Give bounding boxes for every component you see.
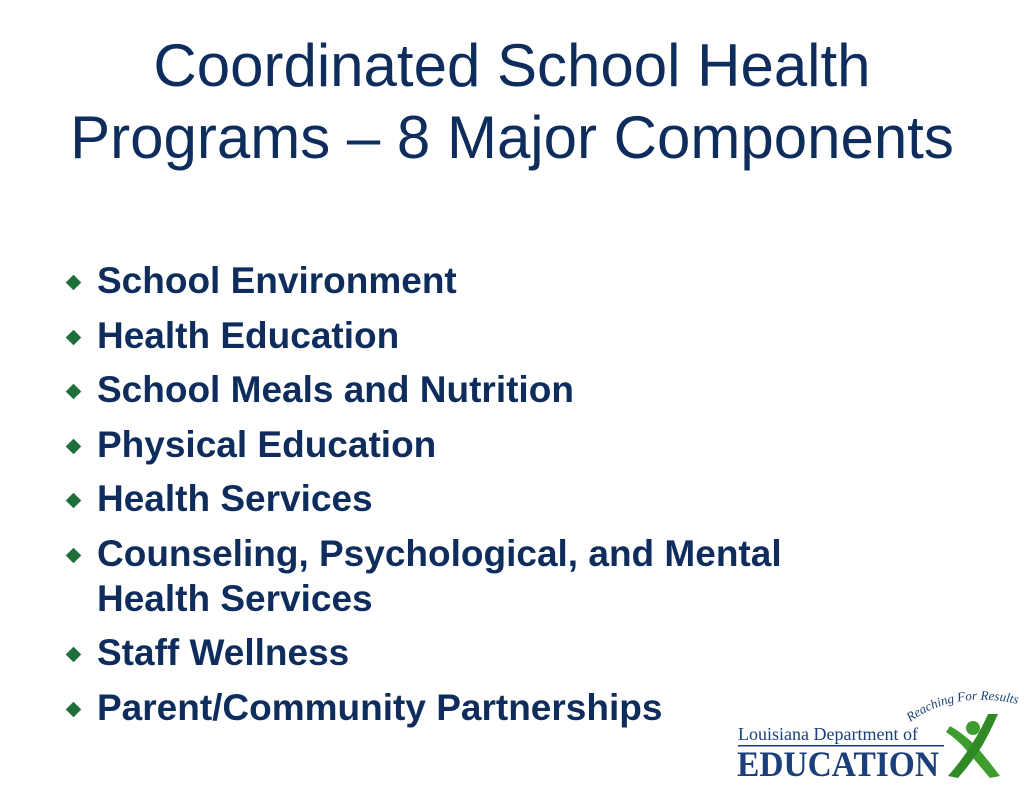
diamond-bullet-icon xyxy=(66,329,82,345)
diamond-bullet-icon xyxy=(66,275,82,291)
slide-title-line-2: Programs – 8 Major Components xyxy=(70,104,954,171)
list-item-text: Health Services xyxy=(97,478,373,519)
list-item xyxy=(64,313,894,358)
list-item-text: Health Education xyxy=(97,314,400,356)
component-list xyxy=(64,258,894,739)
list-item-text: School Meals and Nutrition xyxy=(97,369,574,410)
list-item xyxy=(64,476,894,521)
diamond-bullet-icon xyxy=(66,493,82,509)
diamond-bullet-icon xyxy=(66,438,82,454)
list-item-text: Physical Education xyxy=(97,423,437,465)
diamond-bullet-icon xyxy=(66,384,82,400)
logo-org-line-2: EDUCATION xyxy=(737,744,939,784)
list-item-text: Staff Wellness xyxy=(97,632,350,673)
list-item-text: Counseling, Psychological, and Mental Health Services xyxy=(97,532,782,619)
list-item-text: School Environment xyxy=(97,260,457,301)
diamond-bullet-icon xyxy=(66,647,82,663)
list-item xyxy=(64,630,894,675)
slide-title xyxy=(0,30,1024,174)
diamond-bullet-icon xyxy=(66,701,82,717)
diamond-bullet-icon xyxy=(66,547,82,563)
list-item xyxy=(64,258,894,303)
list-item-text: Parent/Community Partnerships xyxy=(97,686,663,728)
logo-tagline: Reaching For Results xyxy=(903,688,1021,725)
list-item xyxy=(64,422,894,467)
louisiana-education-logo xyxy=(732,688,1022,784)
list-item xyxy=(64,367,894,412)
list-item xyxy=(64,531,894,621)
logo-org-line-1: Louisiana Department of xyxy=(738,724,918,744)
x-figure-icon xyxy=(946,714,1000,778)
slide-title-line-1: Coordinated School Health xyxy=(153,32,871,99)
